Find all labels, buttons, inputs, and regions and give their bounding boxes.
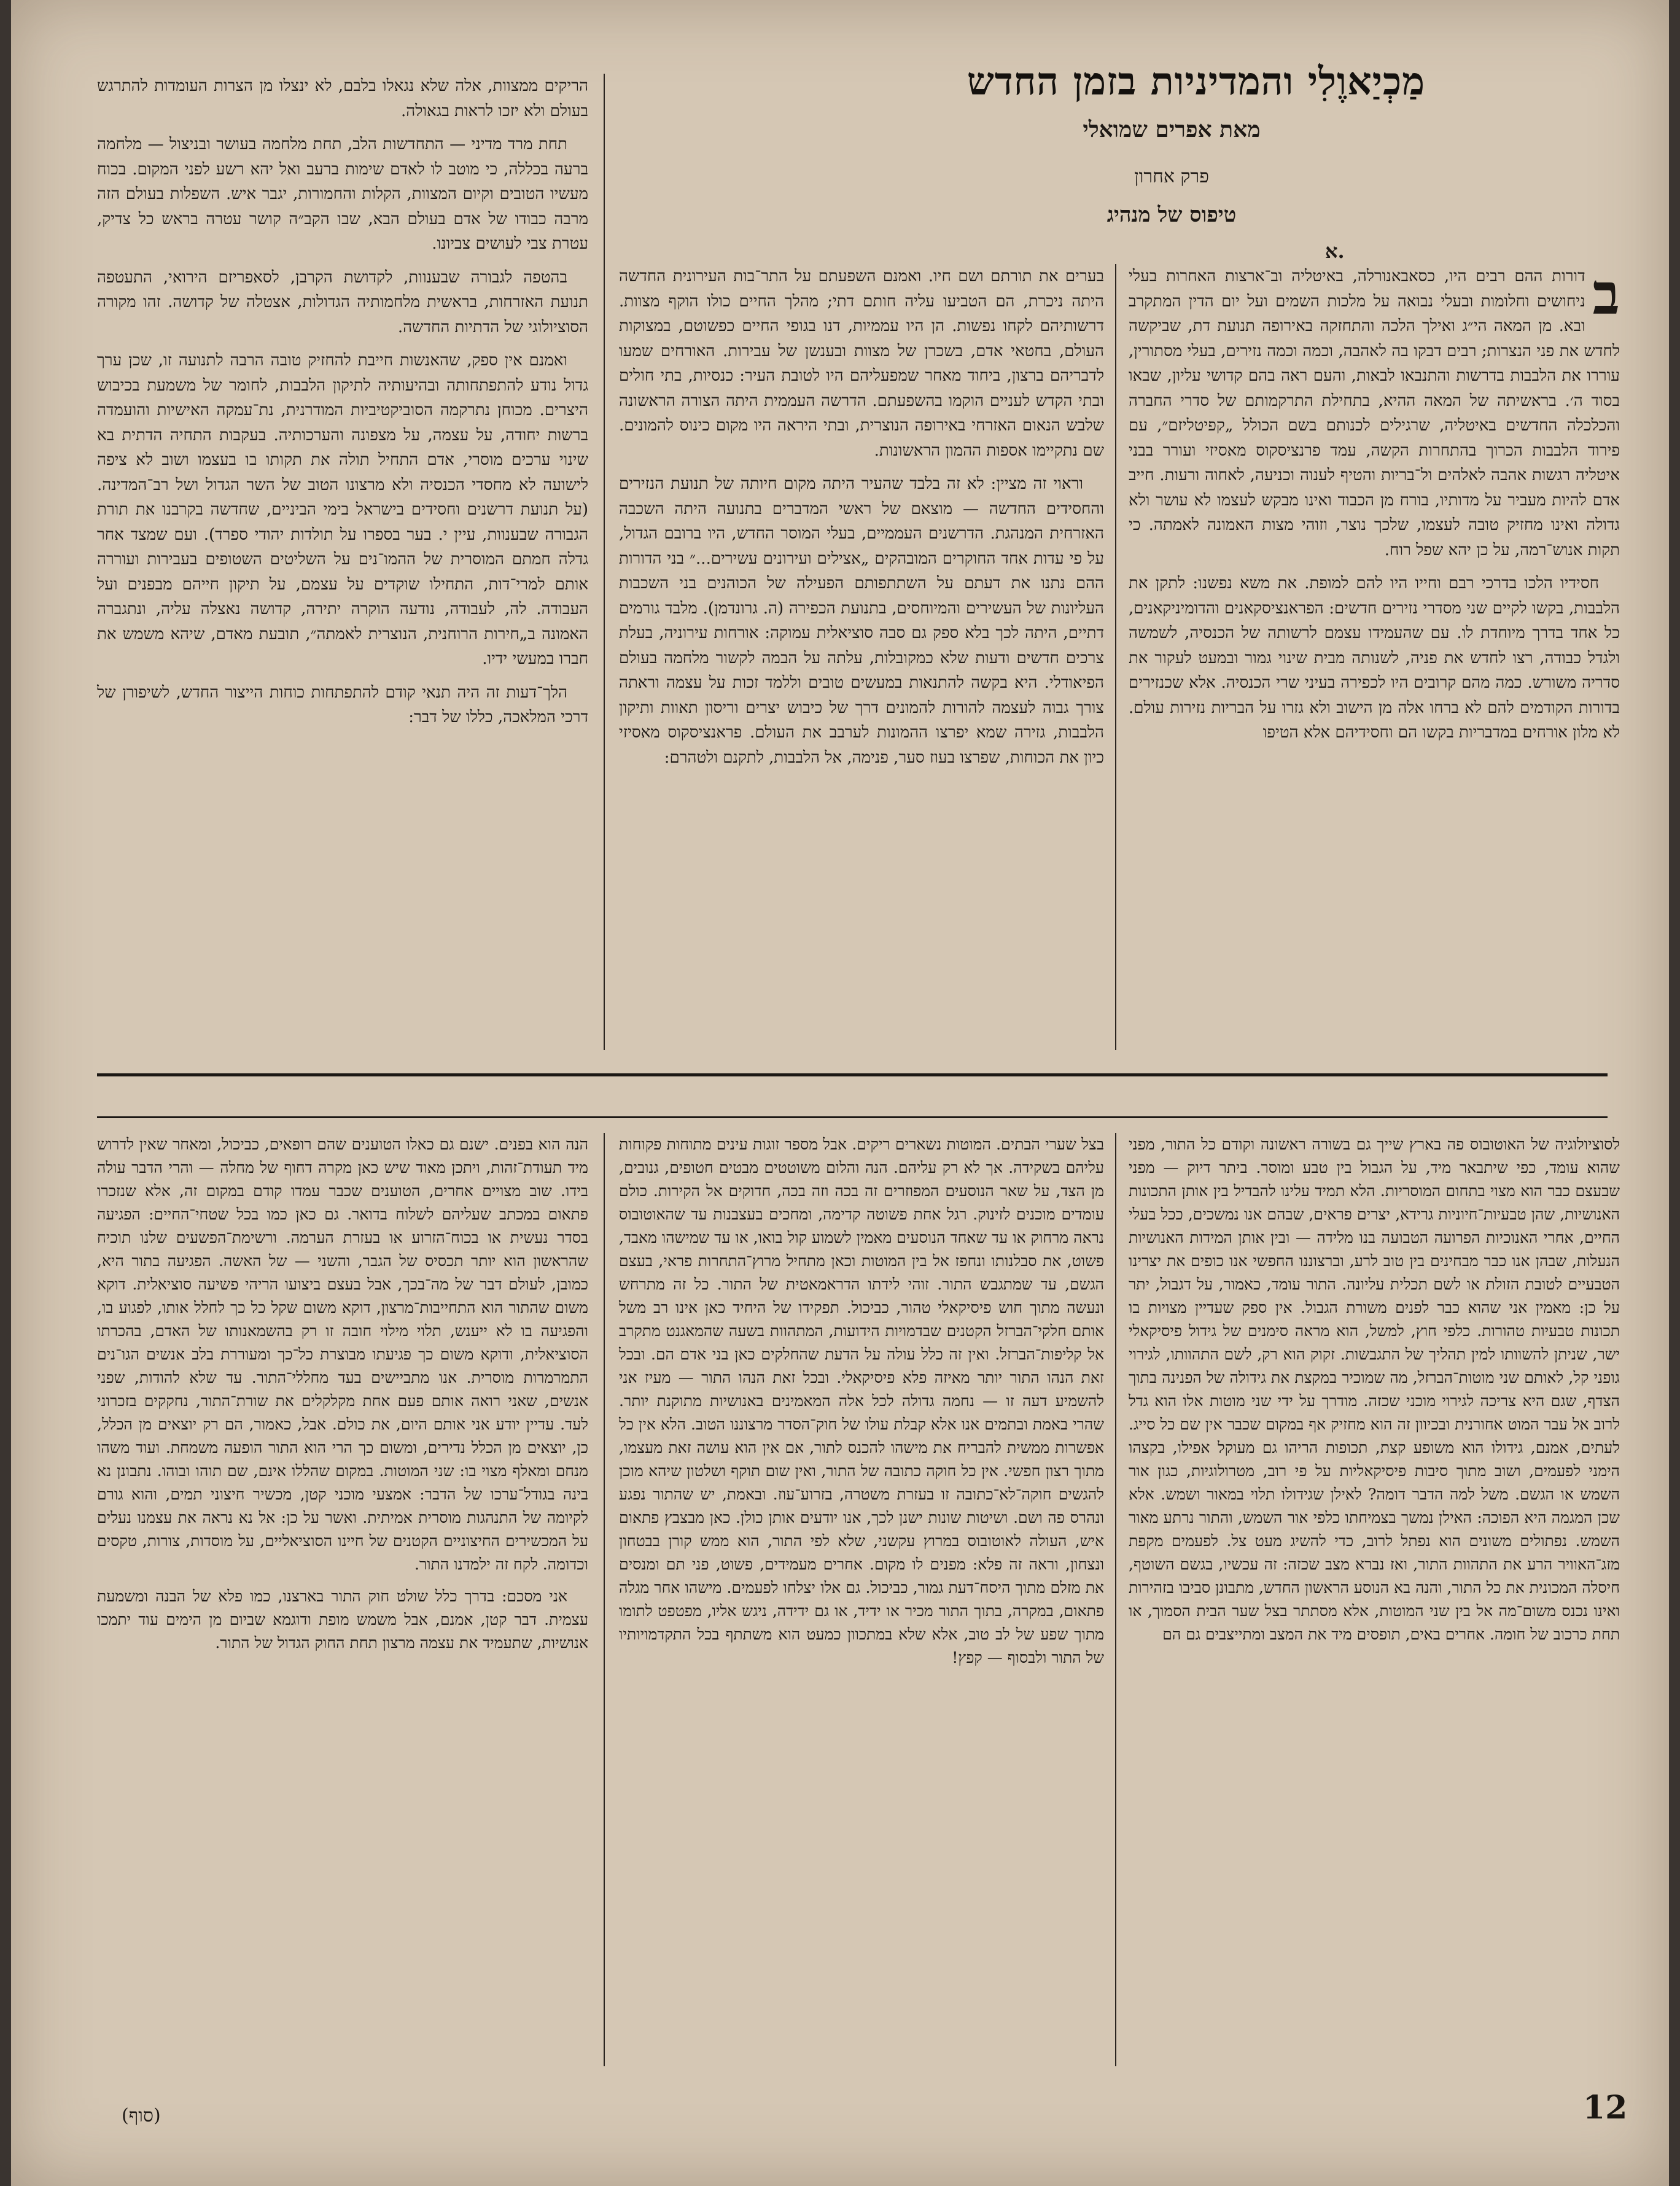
paragraph: בערים את תורתם ושם חיו. ואמנם השפעתם על התר־בות העירונית החדשה היתה ניכרת, הם הטביעו עליה חותם דתי; מהלך החיים כולו הוקף מצוות. דרשותיהם לקחו נפשות. הן היו עממיות, דנו בגופי החיים כפשוטם, במצוקות העולם, בחטאי אדם, בשכרן של מצוות ובענשן של עבירות. האורחים שמעו לדבריהם ברצון, ביחוד מאחר שמפעליהם היו לטובת העיר: כנסיות, בתי חולים ובתי הקדש לעניים הוקמו בהשפעתם. הדרשה העממית היתה הצורה הראשונה שלבש הנאום האזרחי באירופה הנוצרית, ובתי היראה היו מקום כינוס להמונים. שם נתקיימו אספות ההמון הראשונות. <box>619 267 1104 460</box>
article-author: מאת אפרים שמואלי <box>1083 117 1261 142</box>
section-letter: א. <box>1325 239 1345 263</box>
column-bottom-middle <box>619 1133 1104 2079</box>
paragraph: תחת מרד מדיני — התחדשות הלב, תחת מלחמה בעושר ובניצול — מלחמה ברעה בכללה, כי מוטב לו לאדם שימות ברעב ואל יהא רשע לפני המקום. בכוח מעשיו הטובים וקיום המצוות, הקלות והחמורות, יגבר איש. השפלות בעולם הזה מרבה כבודו של אדם בעולם הבא, שבו הקב״ה קושר עטרה בראש כל צדיק, עטרת צבי לעושים צביונו. <box>97 135 588 253</box>
column-bottom-right <box>1129 1133 1620 2079</box>
column-rule <box>604 1133 605 2066</box>
magazine-page <box>11 0 1669 2186</box>
section-divider-thin <box>97 1116 1608 1118</box>
column-top-right <box>1129 261 1620 1056</box>
paragraph: בצל שערי הבתים. המוטות נשארים ריקים. אבל מספר זוגות עינים מתוחות פקוחות עליהם בשקידה. אך לא רק עליהם. הנה והלום משוטטים מבטים חטופים, גנובים, מן הצד, על שאר הנוסעים המפוזרים זה בכה וזה בכה, חדוקים אל הקירות. כולם עומדים מוכנים לזינוק. רגל אחת פשוטה קדימה, ומחכים בעצבנות עד שהאוטובוס נראה מרחוק או עד שאחד הנוסעים מאמין לשמוע קול בואו, או עד שמישהו מאבד, פשוט, את סבלנותו ונחפז אל בין המוטות וכאן מתחיל מרוץ־התחרות פראי, בעצם הגשם, עד שמתגבש התור. זוהי לידתו הדראמאטית של התור. כל זה מתרחש ונעשה מתוך חוש פיסיקאלי טהור, כביכול. תפקידו של היחיד כאן אינו רב משל אותם חלקי־הברזל הקטנים שבדמויות הידועות, המתהוות בשעה שהמאגנט מתקרב אל קליפות־הברזל. ואין זה כלל עולה על הדעת שהחלקים כאן בני אדם הם. ובכל זאת הנהו התור יותר מאיזה פלא פיסיקאלי. ובכל זאת הנהו התור — מעיז אני להשמיע דעה זו — נחמה גדולה לכל אלה המאמינים באנושיות מתוקנת יותר. שהרי באמת ובתמים אנו אלא קבלת עולו של חוק־הסדר מרצוננו הטוב. הלא אין כל אפשרות ממשית להבריח את מישהו להכנס לתור, אם אין הוא עושה זאת מעצמו, מתוך רצון חפשי. אין כל חוקה כתובה של התור, ואין שום תוקף ושלטון שיהא מוכן להגשים חוקה־לא־כתובה זו בעזרת משטרה, בזרוע־עוז. ובאמת, יש שהתור נפגע ונהרס פה ושם. ושיטות שונות ישנן לכך, אנו יודעים אותן כולן. כאן מבצבץ פתאום איש, העולה לאוטובוס במרוץ עקשני, שלא לפי התור, הוא ממש קורן בבטחון ונצחון, וראה זה פלא: מפנים לו מקום. אחרים מעמידים, פשוט, פני תם ומנסים את מזלם מתוך היסח־דעת גמור, כביכול. גם אלו יצלחו לפעמים. מישהו אחר מגלה פתאום, במקרה, בתוך התור מכיר או ידיד, או גם ידידה, ניגש אליו, מפטפט לתומו מתוך שפע של לב טוב, אלא שלא במתכוון כמעט הוא משתתף בכל התקדמויותיו של התור ולבסוף — קפץ! <box>619 1135 1105 1667</box>
column-bottom-left <box>97 1133 588 2079</box>
paragraph: אני מסכם: בדרך כלל שולט חוק התור בארצנו, כמו פלא של הבנה ומשמעת עצמית. דבר קטן, אמנם, אבל משמש מופת ודוגמא שביום מן הימים עוד יתמכו אנושיות, שתעמיד את עצמה מרצון תחת החוק הגדול של התור. <box>97 1587 588 1652</box>
column-rule <box>604 74 605 1050</box>
paragraph: וראוי זה מציין: לא זה בלבד שהעיר היתה מקום חיותה של תנועת הנזירים והחסידים החדשה — מוצאם של ראשי המדברים בתנועה היתה השכבה האזרחית המנהגת. הדרשנים העממיים, בעלי המוסר החדש, היו ברובם הגדול, על פי עדות אחד החוקרים המובהקים „אצילים ועירונים עשירים...״ בני הדורות ההם נתנו את דעתם על השתתפותם הפעילה של הכוהנים בני השכבות העליונות של העשירים והמיוחסים, בתנועת הכפירה (ה. גרונדמן). מלבד גורמים דתיים, היתה לכך בלא ספק גם סבה סוציאלית עמוקה: אורחות עירוניה, בעלת צרכים חדשים ודעות שלא כמקובלות, עלתה על הבמה לקשור מלחמה בעולם הפיאודלי. היא בקשה להתנאות במעשים טובים וללמד זכות על עצמה וראתה צורך גבוה לעצמה להורות להמונים דרך של כיבוש יצרים וריסון תאוות ותיקון הלבבות, גזירה שמא יפרצו ההמונות לערבב את העולם. פראנציסקוס מאסיזי כיון את הכוחות, שפרצו בעוז סער, פנימה, אל הלבבות, לתקנם ולטהרם: <box>619 475 1104 767</box>
paragraph: לסוציולוגיה של האוטובוס פה בארץ שייך גם בשורה ראשונה וקודם כל התור, מפני שהוא עומד, כפי שיתבאר מיד, על הגבול בין טבע ומוסר. ביתר דיוק — מפני שבעצם כבר הוא מצוי בתחום המוסריות. הלא תמיד עלינו להבדיל בין אותן התכונות האנושיות, שהן טבעיות־חיוניות גרידא, יצרים פראים, שבהם אנו נמשכים, ככל בעלי החיים, אחרי האנוכיות הפרועה הטבועה בנו מלידה — ובין אותן המידות האנושיות הנעלות, שבהן אנו כבר מבחינים בין טוב לרע, וברצוננו החפשי אנו כופים את יצרינו הטבעיים לטובת הזולת או לשם תכלית עליונה. התור עומד, כאמור, על דגבול, יתר על כן: מאמין אני שהוא כבר לפנים משורת הגבול. אין ספק שעדיין מצויות בו תכונות טבעיות טהורות. כלפי חוץ, למשל, הוא מראה סימנים של גידול פיסיקאלי ישר, שניתן להשוותו למין תהליך של התגבשות. זקוק הוא רק, לשם התהוותו, לגירוי גופני קל, לאותם שני מוטות־הברזל, מה שמוכיר במקצת את גידולה של הפנינה בתוך הצדף, שגם היא צריכה לגירוי מוכני שכזה. מודרך על ידי שני מוטות אלו הוא גדל לרוב אל עבר המוט אחורנית ובכיוון זה הוא מחזיק אף במקום שכבר אין שם כל סייג. לעתים, אמנם, גידולו הוא משופע קצת, תכופות הריהו גם מעוקל אפילו, בקצהו הימני לפעמים, ושוב מתוך סיבות פיסיקאליות על פי רוב, מטרולוגיות, כגון אור השמש או הגשם. משל למה הדבר דומה? לאילן שגידולו תלוי במאור ושמש. אלא שכן המגמה היא הפוכה: האילן נמשך בצמיחתו כלפי אור השמש, והתור נרתע מאור השמש. נפתולים משונים הוא נפתל לרוב, כדי להשיג מעט צל. לפעמים מקפת מזג־האוויר הרע את התהוות התור, ואז נברא מצב שכזה: זה עכשיו, בגשם השוטף, חיסלה המכונית את כל התור, והנה בא הנוסע הראשון החדש, מתבונן סביבו בזהירות ואינו נכנס משום־מה אל בין שני המוטות, אלא מסתתר בצל שער הבית הסמוך, או תחת כרכוב של חומה. אחרים באים, תופסים מיד את המצב ומתייצבים גם הם <box>1129 1135 1620 1643</box>
section-divider <box>97 1073 1608 1076</box>
column-rule <box>1115 264 1116 1050</box>
paragraph: הנה הוא בפנים. ישנם גם כאלו הטוענים שהם רופאים, כביכול, ומאחר שאין לדרוש מיד תעודת־זהות, ויתכן מאוד שיש כאן מקרה דחוף של מחלה — והרי הדבר עולה בידו. שוב מצויים אחרים, הטוענים שכבר עמדו קודם במקום זה, אלא שנזכרו פתאום במכתב שעליהם לשלוח בדואר. גם כאן כמו בכל שטחי־החיים: הפגיעה בסדר נעשית או בכוח־הזרוע או בעזרת הערמה. ורשימת־הפשעים שלנו תוכיח שהראשון הוא יותר תכסיס של הגבר, והשני — של האשה. הפגיעה בתור היא, כמובן, לעולם דבר של מה־בכך, אבל בעצם ביצועו הריהי פשיעה סוציאלית. דוקא משום שהתור הוא התחייבות־מרצון, דוקא משום שקל כל כך לחלל אותו, לפגוע בו, והפגיעה בו לא ייענש, תלוי מילוי חובה זו רק בהשמאנותו של האדם, בהכרתו הסוציאלית, ודוקא משום כך פגיעתו מבוצרת כל־כך ומעוררת בלב אנשים הגו־נים התמרמרות מוסרית. אנו מתביישים בעד מחללי־התור. עד שלא להודות, שפני אנשים, שאני רואה אותם פעם אחת מקלקלים את שורת־התור, נחקקים בזכרוני לעד. עדיין יודע אני אותם היום, את כולם. אבל, כאמור, הם רק יוצאים מן הכלל, כן, יוצאים מן הכלל נדירים, ומשום כך הרי הוא התור הופעה משמחת. ועוד משהו מנחם ומאלף מצוי בו: שני המוטות. במקום שהללו אינם, שם תוהו ובוהו. נתבונן נא בינה בגודל־ערכו של הדבר: אמצעי מוכני קטן, מכשיר חיצוני תמים, והוא גורם לקיומה של התנהגות מוסרית אמיתית. ואשר על כן: אל נא נראה את עצמנו נעלים על המכשירים החיצוניים הקטנים של חיינו הסוציאליים, על מוסדות, צורות, טקסים וכדומה. לקח זה ילמדנו התור. <box>97 1135 588 1573</box>
section-title: טיפוס של מנהיג <box>1106 203 1237 227</box>
page-number: 12 <box>1583 2089 1628 2126</box>
paragraph: ואמנם אין ספק, שהאנשות חייבת להחזיק טובה הרבה לתנועה זו, שכן ערך גדול נודע להתפתחותה ובהיעותיה לתיקון הלבבות, לחומר של משמעת בכיבוש היצרים. מכוחן נתרקמה הסוביקטיביות המודרנית, נת־עמקה האישיות והועמדה ברשות יחודה, על עצמה, על מצפונה והערכותיה. בעקבות התחיה הדתית בא שינוי ערכים מוסרי, אדם התחיל תולה את תקותו בו בעצמו ושוב לא ציפה לישועה לא מחסדי הכנסיה ולא מרצונו הטוב של השר הגדול ושל רב־המדינה. (על תנועת דרשנים וחסידים בישראל בימי הביניים, שחדשה בקרבנו את תורת הגבורה שבענוות, עיין י. בער בספרו על תולדות יהודי ספרד). ועם שמצד אחר גדלה חמתם המוסרית של ההמו־נים על השליטים השטופים בעבירות ועוררה אותם למרי־דות, התחילו שוקדים על עצמם, על תיקון חייהם מבפנים ועל העבודה. לה, לעבודה, נודעה הוקרה יתירה, קדושה נאצלה עליה, ונתגברה האמונה ב„חירות הרוחנית, הנוצרית לאמתה״, תובעת מאדם, שיהא משמש את חברו במעשי ידיו. <box>97 351 588 668</box>
column-top-middle <box>619 264 1104 1056</box>
paragraph: בהטפה לגבורה שבענוות, לקדושת הקרבן, לסאפריזם הירואי, התעטפה תנועת האזרחות, בראשית מלחמותיה הגדולות, אצטלה של קדושה. זהו מקורה הסוציולוגי של הדתיות החדשה. <box>97 268 588 336</box>
chapter-label: פרק אחרון <box>1134 166 1209 187</box>
drop-cap: ב <box>1592 261 1620 327</box>
article-title: מַכְיַאוֶלִי והמדיניות בזמן החדש <box>966 59 1426 104</box>
end-mark: (סוף) <box>122 2105 161 2126</box>
paragraph: חסידיו הלכו בדרכי רבם וחייו היו להם למופת. את משא נפשנו: לתקן את הלבבות, בקשו לקיים שני מסדרי נזירים חדשים: הפראנציסקאנים והדומיניקאנים, כל אחד בדרך מיוחדת לו. עם שהעמידו עצמם לרשותה של הכנסיה, לשמשה ולגדל כבודה, רצו לחדש את פניה, לשנותה מבית שינוי גמור ובמעט לעקור את סדריה משורש. כמה מהם קרובים היו לכפירה בעיני שרי הכנסיה. אלא שכנזירים בדורות הקודמים להם לא ברחו אלה מן הישוב ולא גזרו על הבריות נזירות עולם. לא מלון אורחים במדבריות בקשו הם וחסידיהם אלא הטיפו <box>1129 574 1620 742</box>
column-rule <box>1115 1133 1116 2066</box>
column-top-left <box>97 74 588 1056</box>
paragraph: הלך־דעות זה היה תנאי קודם להתפתחות כוחות הייצור החדש, לשיפורן של דרכי המלאכה, כללו של דבר: <box>97 683 588 726</box>
paragraph: הריקים ממצוות, אלה שלא נגאלו בלבם, לא ינצלו מן הצרות העומדות להתרגש בעולם ולא יזכו לראות בגאולה. <box>97 77 588 120</box>
paragraph: ב דורות ההם רבים היו, כסאבאנורלה, באיטליה וב־ארצות האחרות בעלי ניחושים וחלומות ובעלי נבואה על מלכות השמים ועל יום הדין המתקרב ובא. מן המאה הי״ג ואילך הלכה והתחזקה באירופה תנועת דת, שביקשה לחדש את פני הנצרות; רבים דבקו בה לאהבה, וכמה וכמה נזירים, בעלי מסתורין, עוררו את הלבבות בדרשות והתנבאו לבאות, והעם ראה בהם קדושי עליון, שבאו בסוד ה׳. בראשיתה של המאה ההיא, בתחילת התרקמותם של סדרי החברה והכלכלה החדשים באיטליה, שרגילים לכנותם בשם הכולל „קפיטליזם״, עם פירוד הלבבות הכרוך בהתחרות הקשה, עמד פרנציסקוס מאסיזי ועורר בבני איטליה רגשות אהבה לאלהים ול־בריות והטיף לענוה וכניעה, לאחוה ורעות. חייב אדם להיות מעביר על מדותיו, בורח מן הכבוד ואינו מבקש לעצמו לא עושר ולא גדולה ואינו מחזיק טובה לעצמו, שלכך נוצר, וזוהי מצות האמונה לאמתה. כי תקות אנוש־רמה, על כן יהא שפל רוח. <box>1129 261 1620 559</box>
